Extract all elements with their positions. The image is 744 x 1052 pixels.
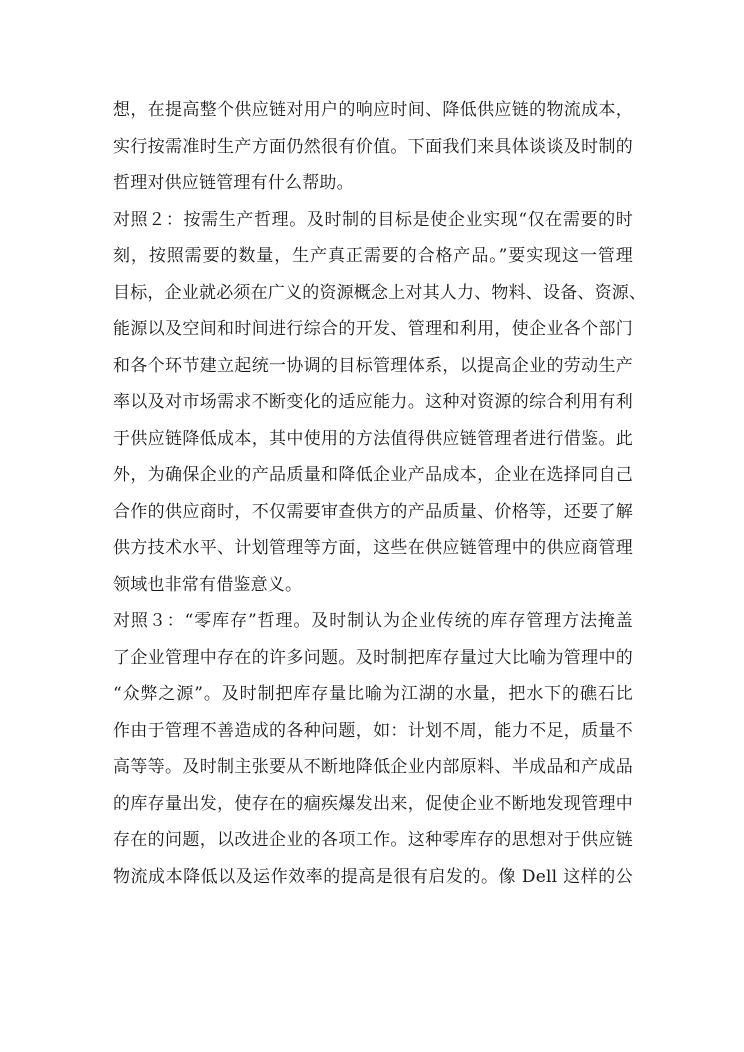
text-line: “众弊之源”。及时制把库存量比喻为江湖的水量，把水下的礁石比 bbox=[113, 684, 633, 704]
text-line: 实行按需准时生产方面仍然很有价值。下面我们来具体谈谈及时制的 bbox=[113, 136, 633, 157]
text-line: 和各个环节建立起统一协调的目标管理体系，以提高企业的劳动生产 bbox=[113, 355, 633, 376]
text-line: 了企业管理中存在的许多问题。及时制把库存量过大比喻为管理中的 bbox=[113, 647, 633, 668]
text-line: 能源以及空间和时间进行综合的开发、管理和利用，使企业各个部门 bbox=[113, 319, 633, 339]
text-line: 供方技术水平、计划管理等方面，这些在供应链管理中的供应商管理 bbox=[113, 538, 633, 558]
text-line: 外，为确保企业的产品质量和降低企业产品成本，企业在选择同自己 bbox=[113, 465, 633, 485]
text-line: 对照３：“零库存”哲理。及时制认为企业传统的库存管理方法掩盖 bbox=[113, 611, 633, 631]
body-text bbox=[113, 92, 647, 895]
text-line: 对照２：按需生产哲理。及时制的目标是使企业实现“仅在需要的时 bbox=[113, 209, 633, 230]
text-line: 目标，企业就必须在广义的资源概念上对其人力、物料、设备、资源、 bbox=[113, 282, 647, 303]
text-line: 哲理对供应链管理有什么帮助。 bbox=[113, 173, 354, 193]
text-line: 领域也非常有借鉴意义。 bbox=[113, 574, 303, 595]
text-line: 的库存量出发，使存在的痼疾爆发出来，促使企业不断地发现管理中 bbox=[113, 793, 633, 814]
text-line: 想，在提高整个供应链对用户的响应时间、降低供应链的物流成本， bbox=[113, 100, 633, 120]
text-line: 合作的供应商时，不仅需要审查供方的产品质量、价格等，还要了解 bbox=[113, 501, 633, 522]
text-line: 作由于管理不善造成的各种问题，如：计划不周，能力不足，质量不 bbox=[113, 720, 633, 741]
text-line: 率以及对市场需求不断变化的适应能力。这种对资源的综合利用有利 bbox=[113, 392, 633, 412]
text-line: 高等等。及时制主张要从不断地降低企业内部原料、半成品和产成品 bbox=[113, 757, 633, 777]
text-line: 存在的问题，以改进企业的各项工作。这种零库存的思想对于供应链 bbox=[113, 830, 633, 850]
text-line: 物流成本降低以及运作效率的提高是很有启发的。像 Dell 这样的公 bbox=[113, 866, 633, 887]
text-line: 于供应链降低成本，其中使用的方法值得供应链管理者进行借鉴。此 bbox=[113, 428, 633, 449]
text-line: 刻，按照需要的数量，生产真正需要的合格产品。”要实现这一管理 bbox=[113, 246, 633, 266]
